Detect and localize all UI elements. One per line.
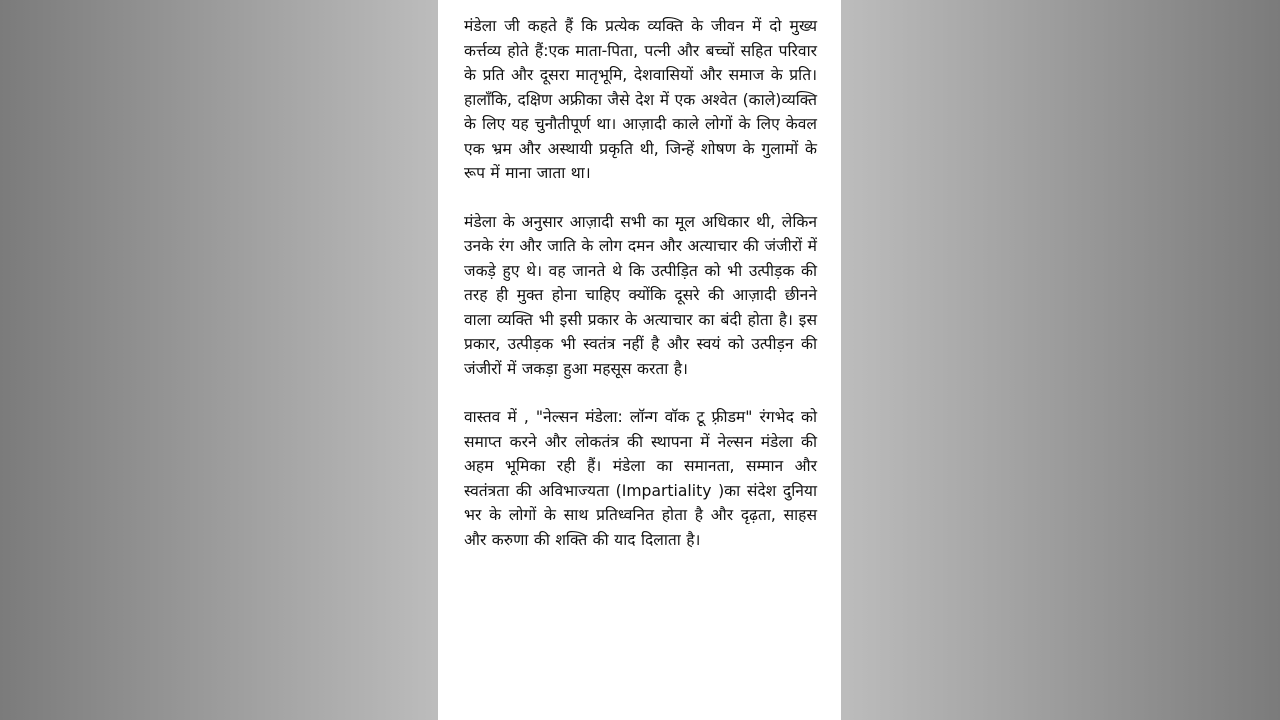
document-page [438,0,841,720]
paragraph-2: मंडेला के अनुसार आज़ादी सभी का मूल अधिकार थी, लेकिन उनके रंग और जाति के लोग दमन और अत्याचार की जंजीरों में जकड़े हुए थे। वह जानते थे कि उत्पीड़ित को भी उत्पीड़क की तरह ही मुक्त होना चाहिए क्योंकि दूसरे की आज़ादी छीनने वाला व्यक्ति भी इसी प्रकार के अत्याचार का बंदी होता है। इस प्रकार, उत्पीड़क भी स्वतंत्र नहीं है और स्वयं को उत्पीड़न की जंजीरों में जकड़ा हुआ महसूस करता है। [464,212,817,378]
paragraph-1: मंडेला जी कहते हैं कि प्रत्येक व्यक्ति के जीवन में दो मुख्य कर्त्तव्य होते हैं:एक माता-पिता, पत्नी और बच्चों सहित परिवार के प्रति और दूसरा मातृभूमि, देशवासियों और समाज के प्रति। हालाँकि, दक्षिण अफ्रीका जैसे देश में एक अश्वेत (काले)व्यक्ति के लिए यह चुनौतीपूर्ण था। आज़ादी काले लोगों के लिए केवल एक भ्रम और अस्थायी प्रकृति थी, जिन्हें शोषण के गुलामों के रूप में माना जाता था। [464,17,817,182]
paragraph-3: वास्तव में , "नेल्सन मंडेला: लॉन्ग वॉक टू फ़्रीडम" रंगभेद को समाप्त करने और लोकतंत्र की स्थापना में नेल्सन मंडेला की अहम भूमिका रही हैं। मंडेला का समानता, सम्मान और स्वतंत्रता की अविभाज्यता (Impartiality )का संदेश दुनिया भर के लोगों के साथ प्रतिध्वनित होता है और दृढ़ता, साहस और करुणा की शक्ति की याद दिलाता है। [464,408,817,549]
